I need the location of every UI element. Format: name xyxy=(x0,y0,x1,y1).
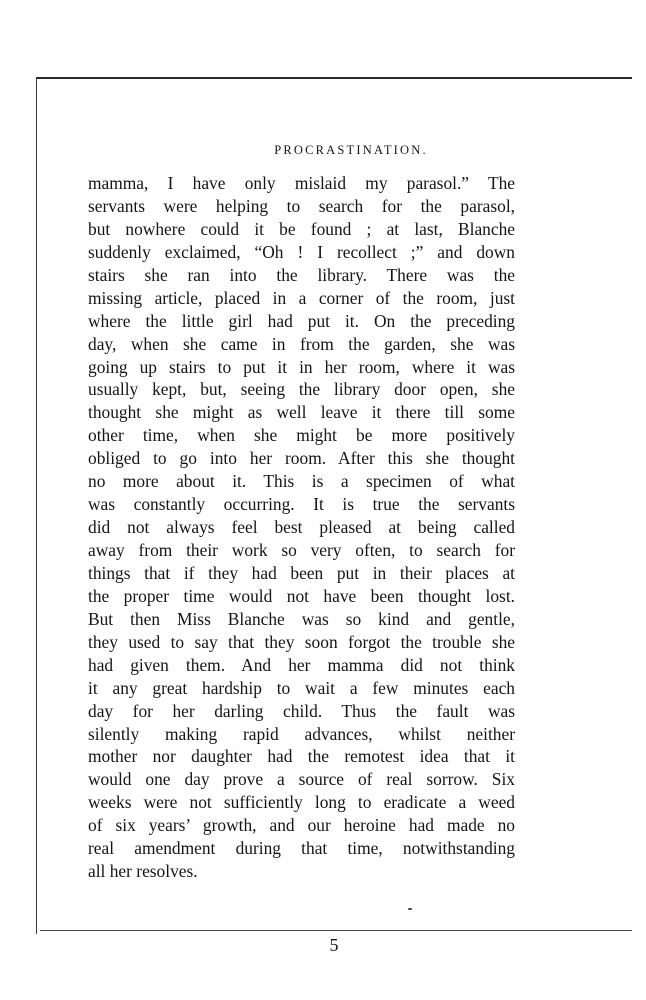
text-line: usually kept, but, seeing the library door open, she xyxy=(88,379,515,400)
text-line: But then Miss Blanche was so kind and gentle, xyxy=(88,608,515,629)
ink-speck xyxy=(408,908,412,910)
running-head: PROCRASTINATION. xyxy=(274,143,428,157)
text-line: away from their work so very often, to search for xyxy=(88,540,515,560)
page-number: 5 xyxy=(329,935,339,955)
text-line: obliged to go into her room. After this she thought xyxy=(88,448,515,469)
text-line: had given them. And her mamma did not think xyxy=(88,654,515,675)
text-line: suddenly exclaimed, “Oh ! I recollect ;” and down xyxy=(88,241,515,262)
text-line: of six years’ growth, and our heroine had made no xyxy=(88,815,515,836)
text-line: day for her darling child. Thus the fault was xyxy=(88,700,515,721)
top-border-rule xyxy=(36,77,632,79)
text-line: silently making rapid advances, whilst neither xyxy=(88,723,515,744)
text-line: real amendment during that time, notwithstanding xyxy=(88,838,515,859)
text-line: but nowhere could it be found ; at last, Blanche xyxy=(88,218,515,239)
text-line: mother nor daughter had the remotest idea that it xyxy=(88,746,515,767)
bottom-border-rule xyxy=(40,930,632,931)
text-line: no more about it. This is a specimen of what xyxy=(88,471,515,492)
text-line: it any great hardship to wait a few minutes each xyxy=(88,677,515,698)
text-line: things that if they had been put in their places at xyxy=(88,562,515,583)
text-line: other time, when she might be more positively xyxy=(88,425,515,446)
text-line: mamma, I have only mislaid my parasol.” The xyxy=(88,173,515,193)
text-line: where the little girl had put it. On the preceding xyxy=(88,310,515,331)
text-line: would one day prove a source of real sorrow. Six xyxy=(88,769,515,790)
text-line: servants were helping to search for the parasol, xyxy=(88,195,515,216)
text-line-last: all her resolves. xyxy=(88,861,198,882)
text-line: missing article, placed in a corner of the room, just xyxy=(88,287,515,308)
text-line: stairs she ran into the library. There was the xyxy=(88,264,515,285)
text-line: did not always feel best pleased at being called xyxy=(88,517,515,538)
text-line: was constantly occurring. It is true the servants xyxy=(88,494,515,515)
text-line: thought she might as well leave it there till some xyxy=(88,402,515,423)
body-text xyxy=(88,172,515,883)
text-line: going up stairs to put it in her room, where it was xyxy=(88,356,515,377)
text-line: day, when she came in from the garden, she was xyxy=(88,333,515,354)
text-line: they used to say that they soon forgot the trouble she xyxy=(88,631,515,652)
text-line: the proper time would not have been thought lost. xyxy=(88,585,515,606)
left-border-rule xyxy=(36,77,37,934)
text-line: weeks were not sufficiently long to eradicate a weed xyxy=(88,792,515,813)
